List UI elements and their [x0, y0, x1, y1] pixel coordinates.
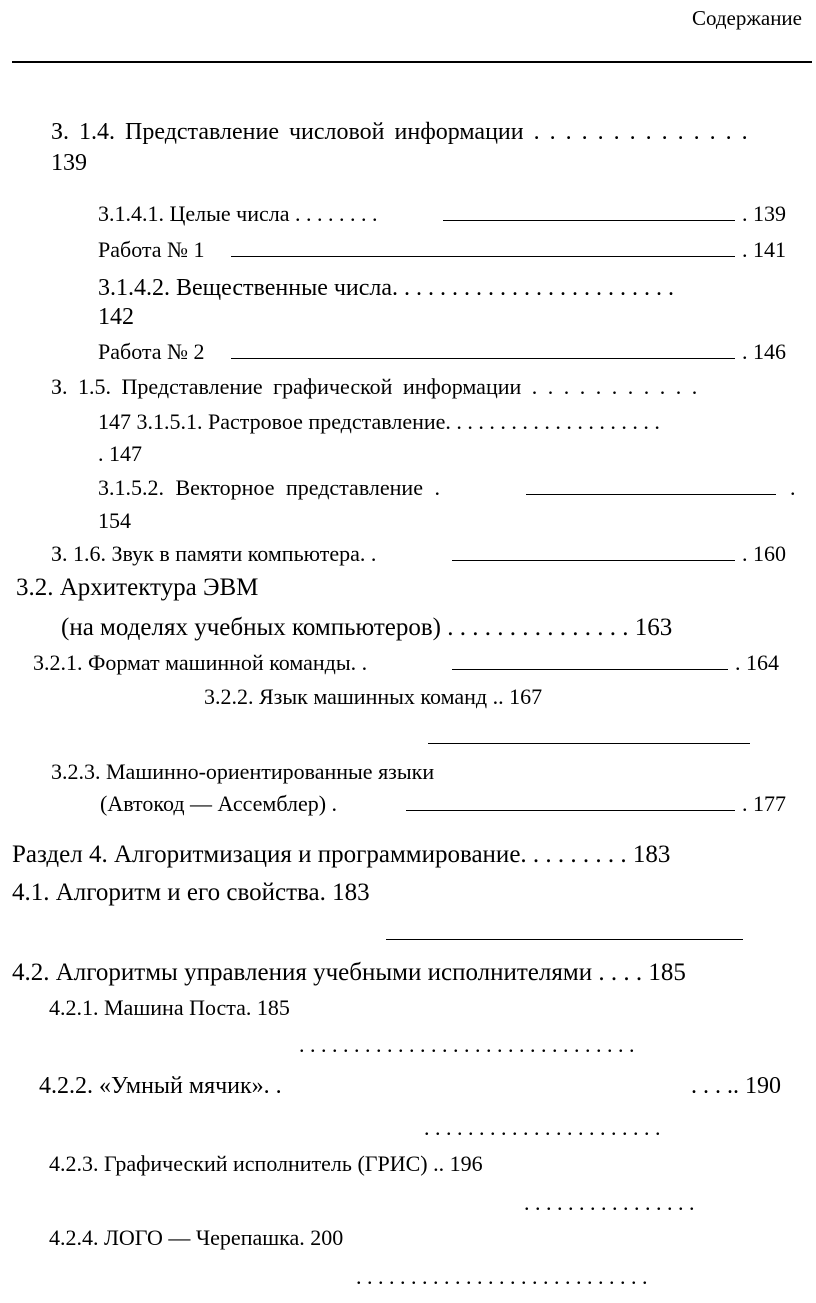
- toc-entry-3-1-5: З. 1.5. Представление графической информации . . . . . . . . . . .: [51, 374, 698, 399]
- toc-entry-4-1: 4.1. Алгоритм и его свойства. 183: [12, 879, 370, 906]
- toc-entry-3-1-4: З. 1.4. Представление числовой информации . . . . . . . . . . . . . .: [51, 119, 748, 145]
- toc-page-3-1-4-1: . 139: [742, 201, 786, 226]
- toc-page-3-1-5-2: 154: [98, 508, 131, 533]
- leader-rule: [406, 810, 735, 811]
- toc-dots-4-2-3: . . . . . . . . . . . . . . . .: [524, 1190, 695, 1215]
- toc-page-3-1-5-1: . 147: [98, 441, 142, 466]
- toc-entry-3-1-5-1: 147 3.1.5.1. Растровое представление. . . . . . . . . . . . . . . . . . . .: [98, 409, 660, 434]
- toc-dots-4-2-2: . . . . . . . . . . . . . . . . . . . . . .: [424, 1115, 661, 1140]
- toc-entry-3-2-3-sub: (Автокод — Ассемблер) .: [100, 791, 338, 816]
- leader-rule: [452, 669, 728, 670]
- header-rule: [12, 61, 812, 63]
- toc-dots-4-2-1: . . . . . . . . . . . . . . . . . . . . . . . . . . . . . . .: [299, 1032, 635, 1057]
- toc-page-3-2-3: . 177: [742, 791, 786, 816]
- toc-entry-section-4: Раздел 4. Алгоритмизация и программирование. . . . . . . . . 183: [12, 841, 671, 868]
- toc-entry-3-2-3: 3.2.3. Машинно-ориентированные языки: [51, 759, 435, 784]
- leader-rule: [526, 494, 776, 495]
- toc-dot-3-1-5-2: .: [790, 475, 796, 500]
- toc-entry-4-2-3: 4.2.3. Графический исполнитель (ГРИС) .. 196: [49, 1151, 483, 1176]
- toc-entry-4-2-4: 4.2.4. ЛОГО — Черепашка. 200: [49, 1225, 344, 1250]
- toc-entry-3-2-sub: (на моделях учебных компьютеров) . . . . . . . . . . . . . . . 163: [61, 614, 673, 641]
- toc-page-4-2-2: . . . .. 190: [691, 1073, 781, 1099]
- toc-dots-4-2-4: . . . . . . . . . . . . . . . . . . . . . . . . . . .: [356, 1264, 648, 1289]
- toc-entry-3-1-4-1: 3.1.4.1. Целые числа . . . . . . . .: [98, 201, 378, 226]
- running-title: Содержание: [691, 6, 802, 30]
- toc-entry-4-2: 4.2. Алгоритмы управления учебными исполнителями . . . . 185: [12, 959, 686, 986]
- toc-entry-4-2-1: 4.2.1. Машина Поста. 185: [49, 995, 290, 1020]
- toc-page-3-1-4: 139: [51, 150, 87, 176]
- toc-entry-work-1: Работа № 1: [98, 237, 205, 262]
- leader-rule: [452, 560, 735, 561]
- toc-page-3-1-6: . 160: [742, 541, 786, 566]
- leader-rule: [231, 358, 735, 359]
- toc-entry-3-1-5-2: 3.1.5.2. Векторное представление .: [98, 475, 440, 500]
- toc-entry-work-2: Работа № 2: [98, 339, 205, 364]
- leader-rule: [428, 743, 750, 744]
- toc-page-3-1-4-2: 142: [98, 304, 134, 330]
- toc-entry-3-2-2: 3.2.2. Язык машинных команд .. 167: [204, 684, 543, 709]
- toc-entry-3-1-4-2: 3.1.4.2. Вещественные числа. . . . . . . . . . . . . . . . . . . . . . . .: [98, 275, 675, 301]
- toc-page-3-2-1: . 164: [735, 650, 779, 675]
- toc-entry-3-2-1: 3.2.1. Формат машинной команды. .: [33, 650, 368, 675]
- leader-rule: [386, 939, 743, 940]
- toc-page-work-2: . 146: [742, 339, 786, 364]
- leader-rule: [443, 220, 735, 221]
- toc-entry-3-1-6: З. 1.6. Звук в памяти компьютера. .: [51, 541, 377, 566]
- toc-entry-3-2: 3.2. Архитектура ЭВМ: [16, 574, 259, 601]
- leader-rule: [231, 256, 735, 257]
- toc-entry-4-2-2: 4.2.2. «Умный мячик». .: [39, 1073, 282, 1099]
- toc-page-work-1: . 141: [742, 237, 786, 262]
